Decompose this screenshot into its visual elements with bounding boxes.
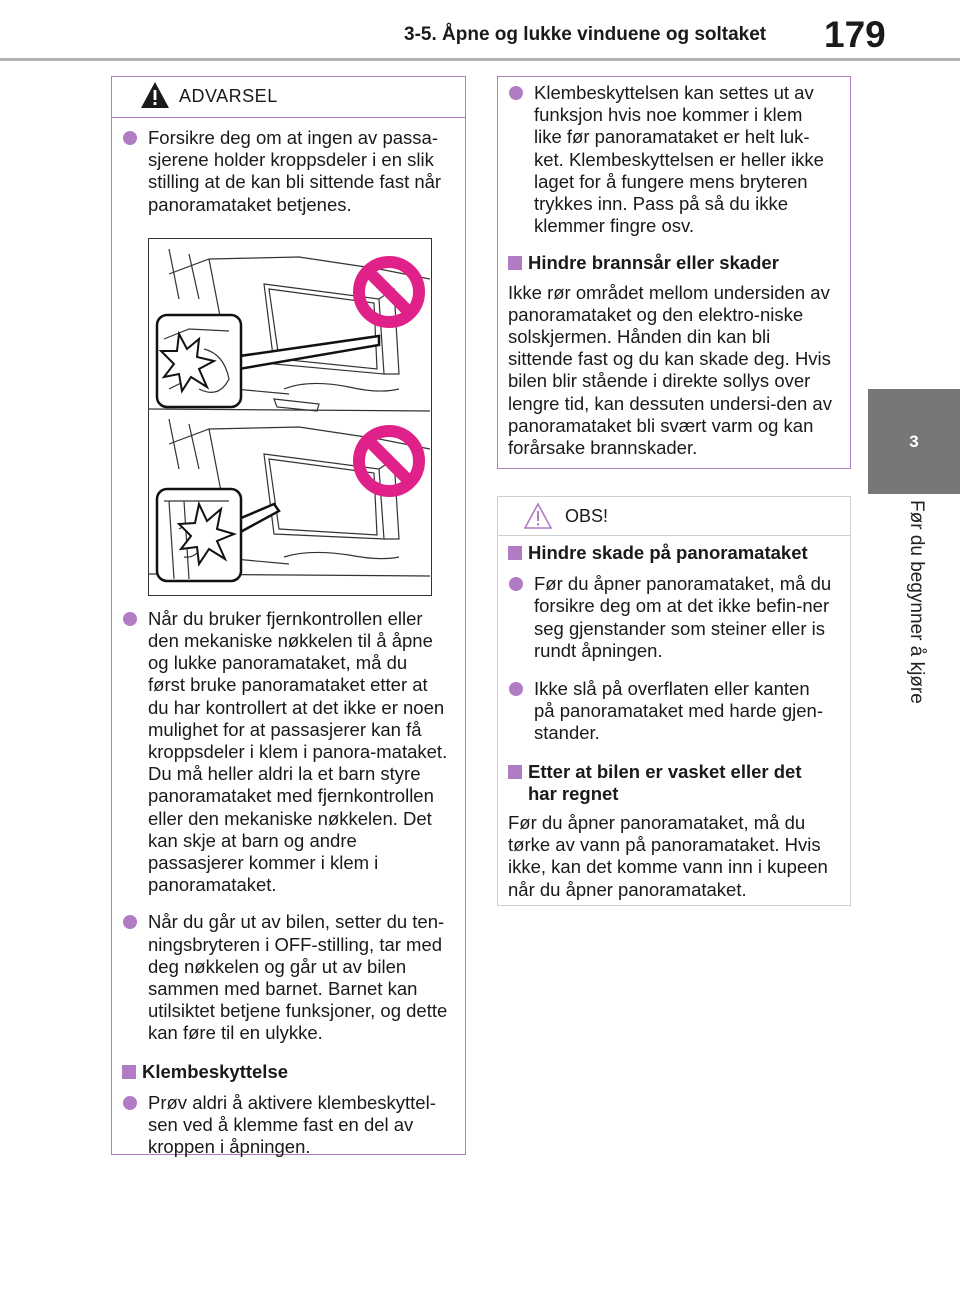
warning-header [112, 77, 465, 118]
subhead-square [122, 1065, 136, 1079]
obs-bullet [508, 678, 834, 745]
warning-bullet [122, 1092, 449, 1159]
warning-title: ADVARSEL [179, 86, 278, 106]
subhead-brannsar [508, 252, 834, 274]
header-title: 3-5. Åpne og lukke vinduene og soltaket [404, 24, 767, 45]
obs-title: OBS! [565, 506, 609, 526]
bullet-text: Før du åpner panoramataket, må du forsikre deg om at det ikke befin-ner seg gjenstander som steiner eller is rundt åpningen. [534, 573, 832, 661]
subhead-square [508, 546, 522, 560]
prohibition-icon-bottom [359, 431, 419, 491]
warning-continuation-box [497, 76, 851, 469]
subhead-klembeskyttelse [122, 1061, 449, 1083]
warning-bullet [122, 608, 449, 897]
bullet-text: Forsikre deg om at ingen av passa-sjerene holder kroppsdeler i en slik stilling at de kan bli sittende fast når panoramataket betjenes. [148, 127, 442, 215]
paragraph-vasket: Før du åpner panoramataket, må du tørke av vann på panoramataket. Hvis ikke, kan det komme vann inn i kupeen når du åpner panoramataket. [508, 812, 828, 900]
bullet-dot [123, 1096, 137, 1110]
paragraph-brannsar: Ikke rør området mellom undersiden av panoramataket og den elektro-niske solskjermen. Hånden din kan bli sittende fast og du kan skade deg. Hvis bilen blir stående i direkte sollys over lengre tid, kan dessuten undersi-den av panoramataket bli svært varm og kan forårsake brannskader. [508, 281, 832, 459]
subhead-skade [508, 542, 834, 564]
obs-bullet [508, 573, 834, 662]
warning-triangle-icon [140, 80, 170, 110]
bullet-text: Prøv aldri å aktivere klembeskyttel-sen ved å klemme fast en del av kroppen i åpningen. [148, 1091, 436, 1158]
page-number: 179 [824, 14, 886, 55]
bullet-dot [509, 682, 523, 696]
bullet-dot [123, 915, 137, 929]
warning-bullet [122, 911, 449, 1044]
warning-bullet [122, 127, 449, 216]
bullet-dot [509, 577, 523, 591]
chapter-title: Før du begynner å kjøre [906, 500, 927, 704]
subhead-text: Hindre brannsår eller skader [528, 252, 779, 274]
header-rule [0, 58, 960, 61]
subhead-text: Etter at bilen er vasket eller det har regnet [528, 760, 802, 804]
bullet-text: Når du går ut av bilen, setter du ten-ningsbryteren i OFF-stilling, tar med deg nøkkelen og går ut av bilen sammen med barnet. Barnet kan utilsiktet betjene funksjoner, og dette kan føre til en ulykke. [148, 911, 448, 1044]
bullet-dot [123, 612, 137, 626]
bullet-text: Klembeskyttelsen kan settes ut av funksjon hvis noe kommer i klem like før panoramataket er helt luk-ket. Klembeskyttelsen er heller ikke laget for å fungere mens bryteren trykkes inn. Pass på så du ikke klemmer fingre osv. [534, 82, 824, 237]
bullet-text: Ikke slå på overflaten eller kanten på panoramataket med harde gjen-stander. [534, 678, 823, 744]
sunroof-illustration [148, 238, 432, 596]
subhead-square [508, 765, 522, 779]
chapter-number: 3 [909, 432, 919, 451]
subhead-text: Klembeskyttelse [142, 1060, 289, 1082]
subhead-text: Hindre skade på panoramataket [528, 542, 808, 563]
bullet-dot [123, 131, 137, 145]
chapter-tab [868, 389, 960, 494]
bullet-text: Når du bruker fjernkontrollen eller den mekaniske nøkkelen til å åpne og lukke panoramataket, må du først bruke panoramataket etter at du har kontrollert at det ikke er noen mulighet for at passasjerer kan få kroppsdeler i klem i panora-mataket. Du må heller aldri la et barn styre panoramataket med fjernkontrollen eller den mekaniske nøkkelen. Det kan skje at barn og andre passasjerer kommer i klem i panoramataket. [148, 607, 448, 896]
caution-triangle-icon [524, 502, 552, 530]
warning-bullet [508, 82, 834, 237]
subhead-vasket [508, 761, 834, 805]
warning-box [111, 76, 466, 1158]
obs-header [498, 497, 850, 536]
bullet-dot [509, 86, 523, 100]
subhead-square [508, 256, 522, 270]
obs-box [497, 496, 851, 906]
sunroof-pinch-illustration [149, 239, 430, 594]
